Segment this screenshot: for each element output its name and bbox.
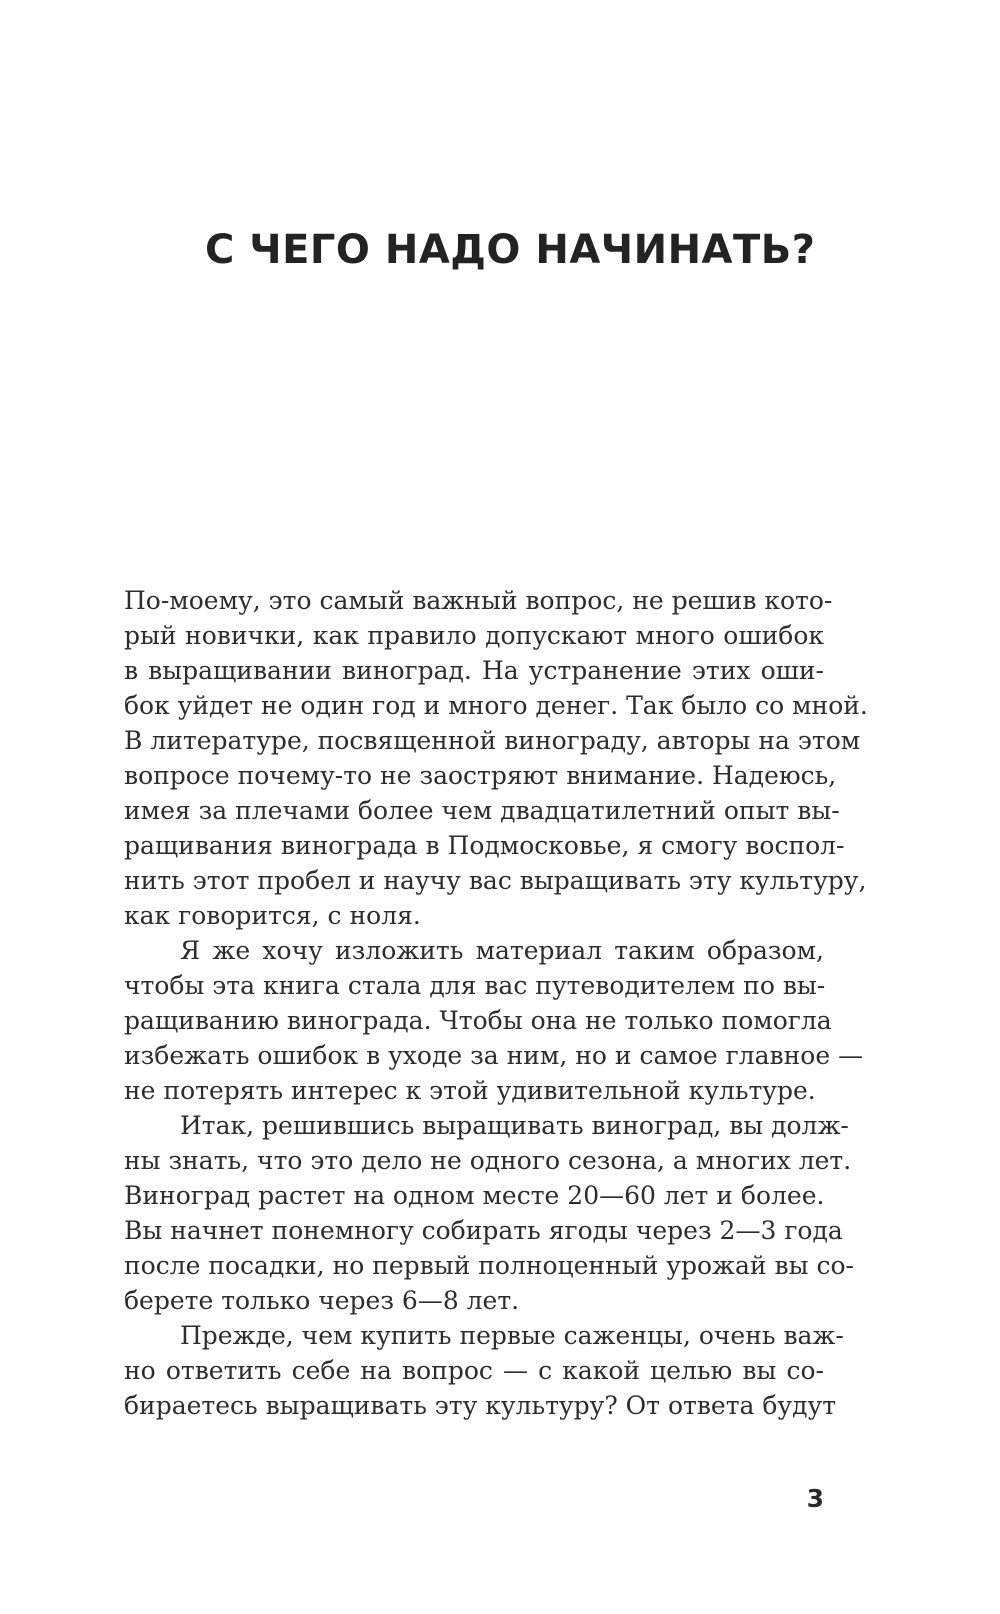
text-line: бираетесь выращивать эту культуру? От ответа будут — [124, 1391, 837, 1420]
text-line: В литературе, посвященной винограду, авторы на этом — [124, 726, 861, 755]
text-line: но ответить себе на вопрос — с какой целью вы со- — [124, 1356, 824, 1385]
chapter-title: С ЧЕГО НАДО НАЧИНАТЬ? — [205, 227, 816, 273]
text-line: рый новички, как правило допускают много ошибок — [124, 621, 824, 650]
text-line: берете только через 6—8 лет. — [124, 1286, 520, 1315]
text-line: ращиванию винограда. Чтобы она не только помогла — [124, 1006, 832, 1035]
text-line: Я же хочу изложить материал таким образом, — [180, 936, 824, 965]
text-line: имея за плечами более чем двадцатилетний опыт вы- — [124, 796, 840, 825]
text-line: как говорится, с ноля. — [124, 901, 421, 930]
text-line: ны знать, что это дело не одного сезона, а многих лет. — [124, 1146, 852, 1175]
body-text — [124, 583, 868, 1423]
text-line: Вы начнет понемногу собирать ягоды через 2—3 года — [124, 1216, 843, 1245]
text-line: после посадки, но первый полноценный урожай вы со- — [124, 1251, 854, 1280]
text-line: По-моему, это самый важный вопрос, не решив кото- — [124, 586, 833, 615]
text-line: Прежде, чем купить первые саженцы, очень важ- — [180, 1321, 844, 1350]
text-line: ращивания винограда в Подмосковье, я смогу воспол- — [124, 831, 845, 860]
text-line: в выращивании виноград. На устранение этих оши- — [124, 656, 824, 685]
text-line: Итак, решившись выращивать виноград, вы долж- — [180, 1111, 849, 1140]
text-line: вопросе почему-то не заостряют внимание. Надеюсь, — [124, 761, 837, 790]
text-line: Виноград растет на одном месте 20—60 лет и более. — [124, 1181, 825, 1210]
text-line: чтобы эта книга стала для вас путеводителем по вы- — [124, 971, 826, 1000]
text-line: нить этот пробел и научу вас выращивать эту культуру, — [124, 866, 867, 895]
page-number: 3 — [806, 1484, 824, 1513]
text-line: избежать ошибок в уходе за ним, но и самое главное — — [124, 1041, 864, 1070]
text-line: бок уйдет не один год и много денег. Так было со мной. — [124, 691, 868, 720]
text-line: не потерять интерес к этой удивительной культуре. — [124, 1076, 816, 1105]
